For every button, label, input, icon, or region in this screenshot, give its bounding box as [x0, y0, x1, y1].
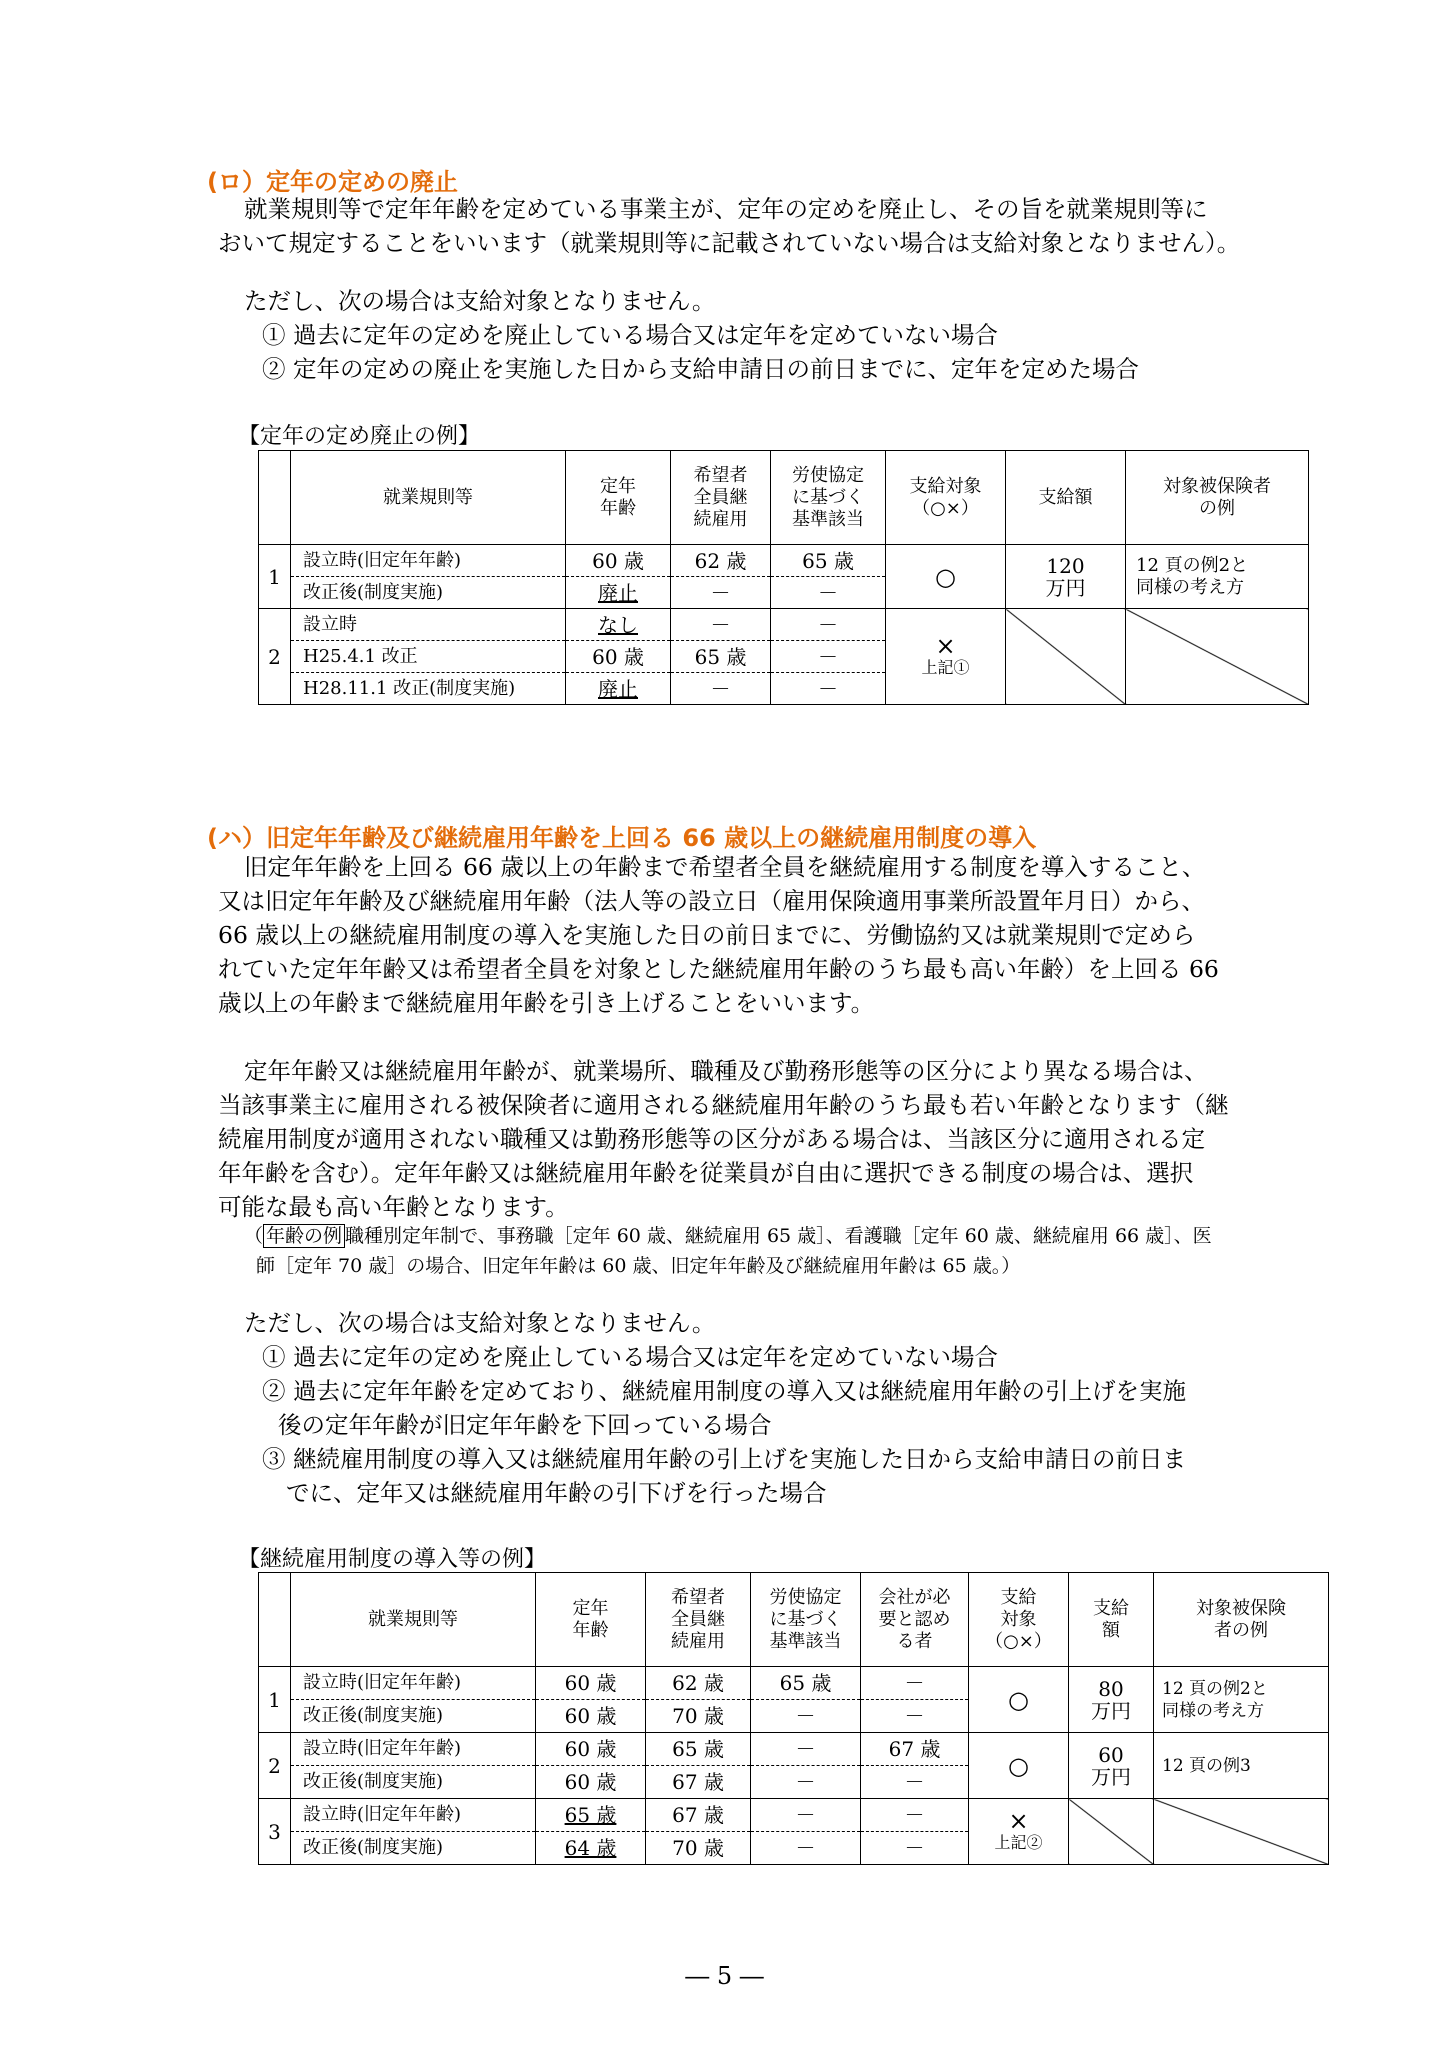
- cell-target: [886, 609, 1006, 705]
- table-ha-header-target: 支給 対象 （○×）: [969, 1573, 1069, 1667]
- age-example-line-1: （ 年齢の例 職種別定年制で、事務職［定年 60 歳、継続雇用 65 歳］、看護職［定年 60 歳、継続雇用 66 歳］、医: [244, 1225, 1212, 1247]
- cell-target: ○: [969, 1667, 1069, 1733]
- section-ha-exception-3-cont: でに、定年又は継続雇用年齢の引下げを行った場合: [286, 1479, 827, 1507]
- cell-agreement: －: [751, 1799, 861, 1832]
- table-ha-header-company: 会社が必 要と認め る者: [861, 1573, 969, 1667]
- cell-example-empty: [1154, 1799, 1329, 1865]
- cell-continuous: 62 歳: [671, 545, 771, 577]
- cell-target: ○: [886, 545, 1006, 609]
- section-ha-exception-3: ③ 継続雇用制度の導入又は継続雇用年齢の引上げを実施した日から支給申請日の前日ま: [262, 1445, 1186, 1473]
- row-label: 設立時(旧定年年齢): [291, 545, 566, 577]
- section-ro-heading: (ロ）定年の定めの廃止: [207, 168, 458, 196]
- table-ro-header-target: 支給対象 （○×）: [886, 451, 1006, 545]
- cell-continuous: －: [671, 577, 771, 609]
- cell-age: 60 歳: [536, 1733, 646, 1766]
- cell-company: 67 歳: [861, 1733, 969, 1766]
- section-ha-para2-line-5: 可能な最も高い年齢となります。: [218, 1193, 569, 1221]
- table-row: [259, 1667, 1329, 1700]
- target-note: 上記①: [921, 657, 970, 677]
- row-label: H28.11.1 改正(制度実施): [291, 673, 566, 705]
- cell-age: 60 歳: [536, 1667, 646, 1700]
- table-ro-header-age: 定年 年齢: [566, 451, 671, 545]
- cell-example: 12 頁の例2と 同様の考え方: [1126, 545, 1309, 609]
- cell-agreement: 65 歳: [751, 1667, 861, 1700]
- cell-continuous: 67 歳: [646, 1766, 751, 1799]
- page-number: ― 5 ―: [685, 1962, 764, 1990]
- cell-age: なし: [566, 609, 671, 641]
- cell-age: 廃止: [566, 577, 671, 609]
- section-ha-para1-line-4: れていた定年年齢又は希望者全員を対象とした継続雇用年齢のうち最も高い年齢）を上回る 66: [218, 955, 1219, 983]
- section-ro-exception-2: ② 定年の定めの廃止を実施した日から支給申請日の前日までに、定年を定めた場合: [262, 355, 1139, 383]
- section-ro-line-2: おいて規定することをいいます（就業規則等に記載されていない場合は支給対象となりません）。: [218, 229, 1241, 257]
- cell-age: 60 歳: [536, 1766, 646, 1799]
- cell-agreement: －: [751, 1700, 861, 1733]
- row-label: 設立時: [291, 609, 566, 641]
- row-number: 2: [259, 1733, 291, 1799]
- table-ro-header-row: [259, 451, 1309, 545]
- table-ro-header-agreement: 労使協定 に基づく 基準該当: [771, 451, 886, 545]
- table-ro-header-amount: 支給額: [1006, 451, 1126, 545]
- table-row: [259, 1799, 1329, 1832]
- cell-company: －: [861, 1667, 969, 1700]
- section-ha-para1-line-2: 又は旧定年年齢及び継続雇用年齢（法人等の設立日（雇用保険適用事業所設置年月日）から、: [218, 887, 1205, 915]
- cell-example-empty: [1126, 609, 1309, 705]
- cell-amount-empty: [1006, 609, 1126, 705]
- target-mark: ×: [935, 631, 956, 660]
- cell-agreement: －: [771, 609, 886, 641]
- row-number: 1: [259, 545, 291, 609]
- cell-agreement: －: [751, 1832, 861, 1865]
- section-ha-para2-line-4: 年年齢を含む）。定年年齢又は継続雇用年齢を従業員が自由に選択できる制度の場合は、選択: [218, 1159, 1194, 1187]
- age-example-line-2: 師［定年 70 歳］の場合、旧定年年齢は 60 歳、旧定年年齢及び継続雇用年齢は 65 歳。）: [256, 1255, 1021, 1277]
- cell-agreement: －: [751, 1766, 861, 1799]
- table-ro: [258, 450, 1309, 705]
- cell-target: [969, 1799, 1069, 1865]
- cell-company: －: [861, 1832, 969, 1865]
- age-example-box: 年齢の例: [263, 1224, 345, 1248]
- section-ha-heading: (ハ）旧定年年齢及び継続雇用年齢を上回る 66 歳以上の継続雇用制度の導入: [207, 824, 1037, 852]
- table-ha-header-continuous: 希望者 全員継 続雇用: [646, 1573, 751, 1667]
- cell-continuous: 62 歳: [646, 1667, 751, 1700]
- row-number: 2: [259, 609, 291, 705]
- row-label: 改正後(制度実施): [291, 577, 566, 609]
- cell-agreement: －: [771, 577, 886, 609]
- cell-amount: 80 万円: [1069, 1667, 1154, 1733]
- table-ro-header-continuous: 希望者 全員継 続雇用: [671, 451, 771, 545]
- section-ha-para1-line-5: 歳以上の年齢まで継続雇用年齢を引き上げることをいいます。: [218, 989, 875, 1017]
- row-label: 改正後(制度実施): [291, 1766, 536, 1799]
- cell-continuous: －: [671, 609, 771, 641]
- section-ha-para2-line-1: 定年年齢又は継続雇用年齢が、就業場所、職種及び勤務形態等の区分により異なる場合は、: [244, 1057, 1208, 1085]
- section-ha-exceptions-intro: ただし、次の場合は支給対象となりません。: [244, 1309, 716, 1337]
- cell-amount: 60 万円: [1069, 1733, 1154, 1799]
- section-ha-para1-line-1: 旧定年年齢を上回る 66 歳以上の年齢まで希望者全員を継続雇用する制度を導入すること、: [244, 853, 1206, 881]
- table-ha-caption: 【継続雇用制度の導入等の例】: [238, 1547, 547, 1572]
- cell-company: －: [861, 1700, 969, 1733]
- table-ha: [258, 1572, 1329, 1865]
- cell-company: －: [861, 1799, 969, 1832]
- row-number: 1: [259, 1667, 291, 1733]
- table-ha-header-age: 定年 年齢: [536, 1573, 646, 1667]
- cell-agreement: 65 歳: [771, 545, 886, 577]
- target-note: 上記②: [994, 1832, 1043, 1852]
- table-row: [259, 545, 1309, 577]
- cell-continuous: 67 歳: [646, 1799, 751, 1832]
- table-ro-header-example: 対象被保険者 の例: [1126, 451, 1309, 545]
- target-mark: ×: [1008, 1806, 1029, 1835]
- cell-continuous: －: [671, 673, 771, 705]
- section-ha-exception-2-cont: 後の定年年齢が旧定年年齢を下回っている場合: [278, 1411, 772, 1439]
- table-ha-header-example: 対象被保険 者の例: [1154, 1573, 1329, 1667]
- section-ro-exception-1: ① 過去に定年の定めを廃止している場合又は定年を定めていない場合: [262, 321, 998, 349]
- cell-agreement: －: [751, 1733, 861, 1766]
- cell-age: 廃止: [566, 673, 671, 705]
- section-ha-exception-1: ① 過去に定年の定めを廃止している場合又は定年を定めていない場合: [262, 1343, 998, 1371]
- cell-continuous: 70 歳: [646, 1700, 751, 1733]
- table-row: [259, 1733, 1329, 1766]
- table-row: [259, 609, 1309, 641]
- section-ha-exception-2: ② 過去に定年年齢を定めており、継続雇用制度の導入又は継続雇用年齢の引上げを実施: [262, 1377, 1186, 1405]
- table-ro-caption: 【定年の定め廃止の例】: [238, 424, 481, 449]
- cell-age: 60 歳: [536, 1700, 646, 1733]
- cell-company: －: [861, 1766, 969, 1799]
- section-ha-para2-line-3: 続雇用制度が適用されない職種又は勤務形態等の区分がある場合は、当該区分に適用される定: [218, 1125, 1205, 1153]
- row-label: 改正後(制度実施): [291, 1832, 536, 1865]
- cell-amount-empty: [1069, 1799, 1154, 1865]
- row-label: 改正後(制度実施): [291, 1700, 536, 1733]
- cell-target: ○: [969, 1733, 1069, 1799]
- cell-age: 64 歳: [536, 1832, 646, 1865]
- cell-continuous: 65 歳: [646, 1733, 751, 1766]
- row-number: 3: [259, 1799, 291, 1865]
- cell-amount: 120 万円: [1006, 545, 1126, 609]
- section-ha-para2-line-2: 当該事業主に雇用される被保険者に適用される継続雇用年齢のうち最も若い年齢となります（継: [218, 1091, 1229, 1119]
- cell-continuous: 65 歳: [671, 641, 771, 673]
- cell-example: 12 頁の例3: [1154, 1733, 1329, 1799]
- row-label: 設立時(旧定年年齢): [291, 1667, 536, 1700]
- row-label: 設立時(旧定年年齢): [291, 1733, 536, 1766]
- table-ha-header-amount: 支給 額: [1069, 1573, 1154, 1667]
- section-ro-line-1: 就業規則等で定年年齢を定めている事業主が、定年の定めを廃止し、その旨を就業規則等に: [244, 195, 1208, 223]
- table-ha-header-row: [259, 1573, 1329, 1667]
- cell-agreement: －: [771, 673, 886, 705]
- cell-continuous: 70 歳: [646, 1832, 751, 1865]
- row-label: H25.4.1 改正: [291, 641, 566, 673]
- section-ha-para1-line-3: 66 歳以上の継続雇用制度の導入を実施した日の前日までに、労働協約又は就業規則で定めら: [218, 921, 1196, 949]
- row-label: 設立時(旧定年年齢): [291, 1799, 536, 1832]
- table-ha-header-rules: 就業規則等: [291, 1573, 536, 1667]
- cell-age: 65 歳: [536, 1799, 646, 1832]
- section-ro-exceptions-intro: ただし、次の場合は支給対象となりません。: [244, 287, 716, 315]
- cell-age: 60 歳: [566, 545, 671, 577]
- cell-agreement: －: [771, 641, 886, 673]
- cell-age: 60 歳: [566, 641, 671, 673]
- table-ro-header-rules: 就業規則等: [291, 451, 566, 545]
- table-ha-header-agreement: 労使協定 に基づく 基準該当: [751, 1573, 861, 1667]
- cell-example: 12 頁の例2と 同様の考え方: [1154, 1667, 1329, 1733]
